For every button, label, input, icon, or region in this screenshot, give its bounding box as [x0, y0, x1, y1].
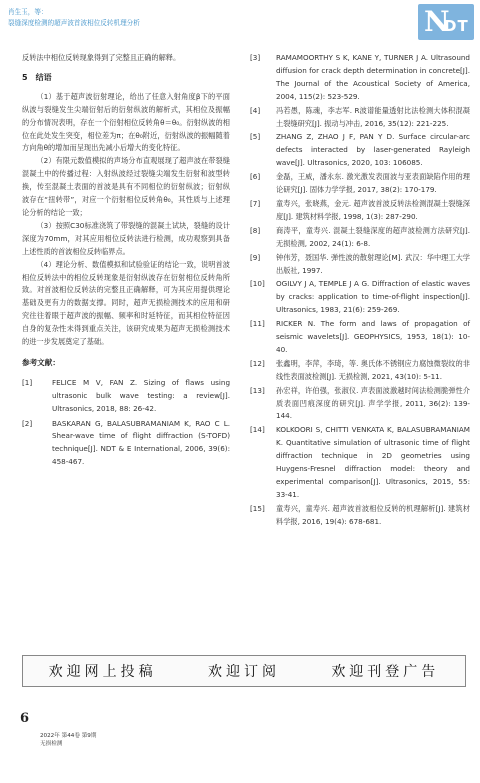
reference-text: 张鑫明，李萍，李琦，等. 奥氏体不锈钢应力腐蚀微裂纹的非线性表面波检测[J]. 无损检测, 2021, 43(10): 5-11.: [276, 358, 470, 381]
reference-text: ZHANG Z, ZHAO J F, PAN Y D. Surface circular-arc defects interacted by laser-generated Rayleigh wave[J]. Ultrasonics, 2020, 103: 106085.: [276, 132, 470, 168]
reference-item: [250, 198, 470, 224]
running-title: 裂缝深度检测的超声波首波相位反转机理分析: [8, 19, 140, 27]
intro-text: 反转法中相位反转现象得到了完整且正确的解释。: [22, 53, 181, 62]
reference-number: [15]: [250, 503, 265, 513]
reference-text: RAMAMOORTHY S K, KANE Y, TURNER J A. Ultrasound diffusion for crack depth determination in concrete[J]. The Journal of the Acoustical Society of America, 2004, 115(2): 523-529.: [276, 53, 470, 101]
footer-journal: 无损检测: [40, 741, 63, 747]
reference-item: [250, 131, 470, 170]
reference-number: [4]: [250, 105, 261, 115]
reference-item: [250, 105, 470, 131]
left-column: [22, 52, 230, 471]
reference-number: [9]: [250, 252, 261, 262]
reference-text: KOLKOORI S, CHITTI VENKATA K, BALASUBRAMANIAM K. Quantitative simulation of ultrasonic time of flight diffraction technique in 2D geometries using Huygens-Fresnel diffraction model: theory and experimental comparison[J]. Ultrasonics, 2015, 55: 33-41.: [276, 425, 470, 499]
journal-banner: [22, 655, 466, 687]
banner-submission: 欢迎网上投稿: [48, 664, 157, 680]
conclusion-paragraph-4: （4）理论分析、数值模拟和试验验证的结论一致，说明首波相位反转法中的相位反转现象是衍射纵波存在衍射相位反转角所致。对首波相位反转法的完整且正确解释，可为其应用提供理论基础及更有力的数据支撑。同时，超声无损检测技术的应用和研究往往着眼于超声波的振幅、频率和时延特征，而其相位特征因自身的复杂性未得到重点关注，该研究成果为超声无损检测技术的进一步发展奠定了基础。: [22, 259, 230, 347]
running-authors: 肖生玉，等：: [8, 8, 48, 16]
reference-item: [22, 418, 230, 470]
reference-item: [250, 252, 470, 278]
reference-item: [250, 318, 470, 357]
reference-item: [250, 225, 470, 251]
right-column: [250, 52, 470, 530]
reference-item: [250, 424, 470, 501]
reference-item: [250, 171, 470, 197]
reference-text: 钟伟芳，聂国华. 弹性波的散射理论[M]. 武汉：华中理工大学出版社, 1997.: [276, 252, 470, 275]
reference-number: [1]: [22, 377, 33, 387]
reference-item: [250, 503, 470, 529]
reference-text: 金磊，王威，潘永东. 激光激发表面波与亚表面缺陷作用的理论研究[J]. 固体力学学报, 2017, 38(2): 170-179.: [276, 172, 470, 195]
reference-item: [250, 278, 470, 317]
reference-text: OGILVY J A, TEMPLE J A G. Diffraction of elastic waves by cracks: application to time-of-flight inspection[J]. Ultrasonics, 1983, 21(6): 259-269.: [276, 279, 470, 315]
banner-advertising: 欢迎刊登广告: [331, 664, 440, 680]
reference-number: [2]: [22, 418, 33, 428]
reference-number: [7]: [250, 198, 261, 208]
reference-number: [8]: [250, 225, 261, 235]
reference-item: [250, 358, 470, 384]
reference-item: [22, 377, 230, 416]
reference-text: 童寿兴，童寿兴. 超声波首波相位反转的机理解析[J]. 建筑材料学报, 2016, 19(4): 678-681.: [276, 503, 470, 526]
page-header: [0, 0, 480, 46]
reference-item: [250, 52, 470, 104]
reference-text: FELICE M V, FAN Z. Sizing of flaws using ultrasonic bulk wave testing: a review[J]. Ultrasonics, 2018, 88: 26-42.: [52, 377, 230, 413]
reference-number: [12]: [250, 358, 265, 368]
section-heading: 5 结语: [22, 72, 52, 82]
footer-issue: 2022年 第44卷 第9期: [40, 733, 97, 739]
footer-info: [40, 732, 96, 748]
reference-number: [5]: [250, 132, 261, 142]
logo-letters-dt: DT: [444, 17, 469, 35]
ndt-logo: [418, 4, 474, 40]
conclusion-paragraph-3: （3）按照C30标准浇筑了带裂缝的混凝土试块，裂缝的设计深度为70mm，对其应用相位反转法进行检测，成功观察到具备上述性质的首波相位反转临界点。: [22, 220, 230, 256]
reference-number: [14]: [250, 425, 265, 435]
reference-number: [3]: [250, 53, 261, 62]
reference-text: BASKARAN G, BALASUBRAMANIAM K, RAO C L. Shear-wave time of flight diffraction (S-TOFD) technique[J]. NDT & E International, 2006, 39(6): 458-467.: [52, 418, 230, 467]
reference-number: [10]: [250, 279, 265, 289]
references-heading: 参考文献：: [22, 357, 60, 367]
reference-number: [13]: [250, 385, 265, 395]
reference-text: RICKER N. The form and laws of propagation of seismic wavelets[J]. GEOPHYSICS, 1953, 18(1): 10-40.: [276, 319, 470, 354]
page-number: 6: [20, 711, 30, 726]
reference-number: [11]: [250, 319, 265, 329]
reference-text: 童寿兴，张晓燕，金元. 超声波首波反转法检测混凝土裂缝深度[J]. 建筑材料学报, 1998, 1(3): 287-290.: [276, 198, 470, 221]
conclusion-paragraph-1: （1）基于超声波衍射理论，给出了任意入射角度β下的平面纵波与裂缝发生尖端衍射后的衍射纵波的解析式，其相位及振幅的分布情况表明，存在一个衍射相位反转角θ＝θ₀。衍射纵波的相位在此处发生突变，相位差为π；在θ₀附近，衍射纵波的振幅随着方向角θ的增加而呈现出先减小后增大的变化特征。: [22, 91, 230, 153]
banner-subscription: 欢迎订阅: [207, 664, 280, 680]
reference-text: 商涛平，童寿兴. 混凝土裂缝深度的超声波检测方法研究[J]. 无损检测, 2002, 24(1): 6-8.: [276, 225, 470, 248]
logo-letter-n: N: [424, 5, 450, 38]
reference-text: 冯若愚，陈魂，李志军. R波谱能量透射比法检测大体积混凝土裂缝研究[J]. 振动与冲击, 2016, 35(12): 221-225.: [276, 105, 470, 128]
conclusion-paragraph-2: （2）有限元数值模拟的声场分布直观展现了超声波在带裂缝混凝土中的传播过程：入射纵波经过裂缝尖端发生衍射和波型转换，传至混凝土表面的首波是具有不同相位的衍射纵波；衍射纵波存在“扭转带”，对应一个衍射相位反转角θ₀，其性质与上述理论分析的结论一致；: [22, 156, 230, 217]
reference-item: [250, 385, 470, 424]
reference-number: [6]: [250, 172, 261, 182]
reference-text: 孙宏祥，许伯强，张淑仪. 声表面波激越时间法检测脆弹性介质表面凹痕深度的研究[J]. 声学学报, 2011, 36(2): 139-144.: [276, 385, 470, 421]
